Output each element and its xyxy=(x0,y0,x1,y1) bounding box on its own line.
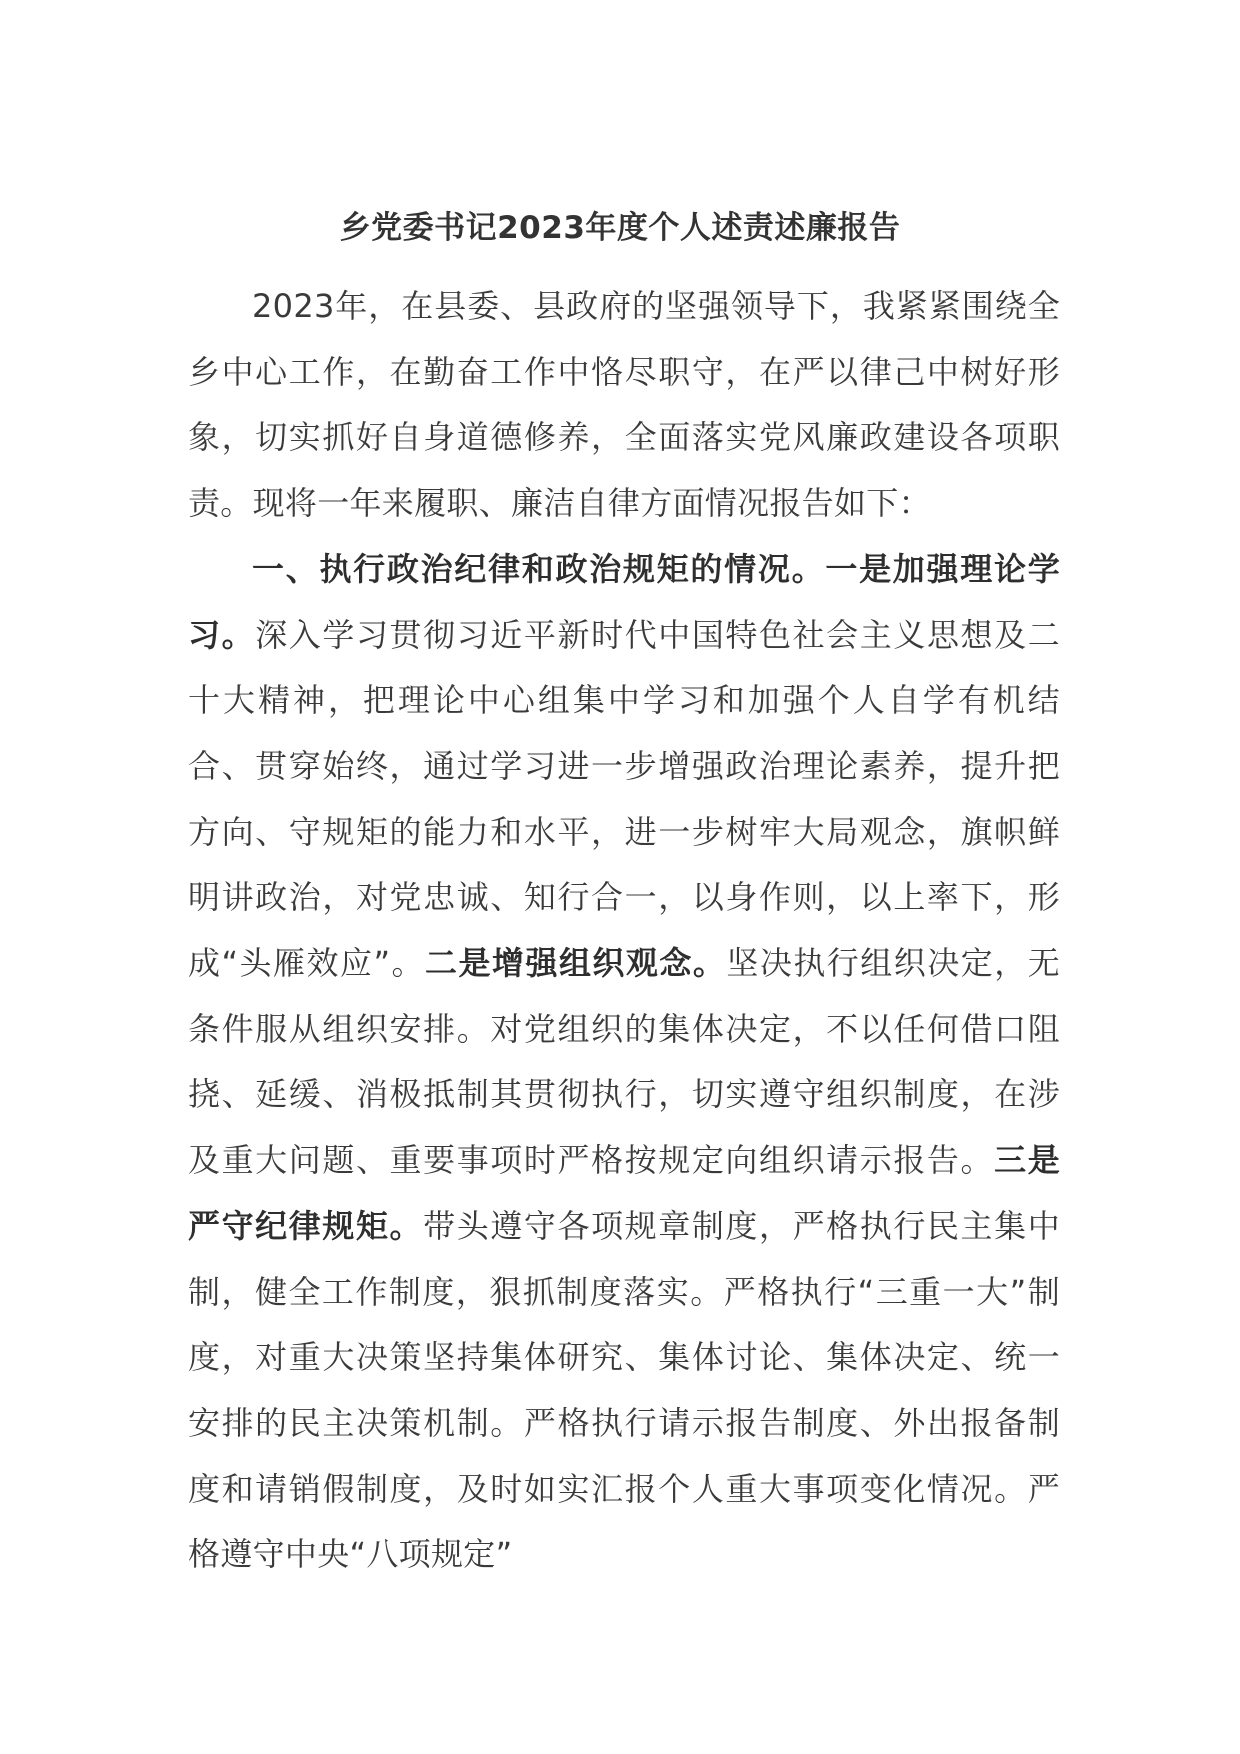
document-body xyxy=(188,274,1060,1588)
intro-paragraph: 2023年，在县委、县政府的坚强领导下，我紧紧围绕全乡中心工作，在勤奋工作中恪尽职守，在严以律己中树好形象，切实抓好自身道德修养，全面落实党风廉政建设各项职责。现将一年来履职、廉洁自律方面情况报告如下： xyxy=(188,287,1060,523)
point-3-title: 三是严守纪律规矩。 xyxy=(188,1141,1060,1245)
section-1-heading: 一、执行政治纪律和政治规矩的情况。 xyxy=(252,549,826,588)
point-1-text: 深入学习贯彻习近平新时代中国特色社会主义思想及二十大精神，把理论中心组集中学习和加强个人自学有机结合、贯穿始终，通过学习进一步增强政治理论素养，提升把方向、守规矩的能力和水平，进一步树牢大局观念，旗帜鲜明讲政治，对党忠诚、知行合一，以身作则，以上率下，形成“头雁效应”。 xyxy=(188,615,1061,983)
point-2-text: 坚决执行组织决定，无条件服从组织安排。对党组织的集体决定，不以任何借口阻挠、延缓、消极抵制其贯彻执行，切实遵守组织制度，在涉及重大问题、重要事项时严格按规定向组织请示报告。 xyxy=(188,944,1060,1180)
page-title: 乡党委书记2023年度个人述责述廉报告 xyxy=(339,210,901,246)
point-2-title: 二是增强组织观念。 xyxy=(425,944,727,983)
section-1-paragraph xyxy=(188,537,1060,1588)
point-3-text: 带头遵守各项规章制度，严格执行民主集中制，健全工作制度，狠抓制度落实。严格执行“三重一大”制度，对重大决策坚持集体研究、集体讨论、集体决定、统一安排的民主决策机制。严格执行请示报告制度、外出报备制度和请销假制度，及时如实汇报个人重大事项变化情况。严格遵守中央“八项规定” xyxy=(188,1206,1061,1574)
point-1-title: 一是加强理论学习。 xyxy=(188,549,1060,654)
